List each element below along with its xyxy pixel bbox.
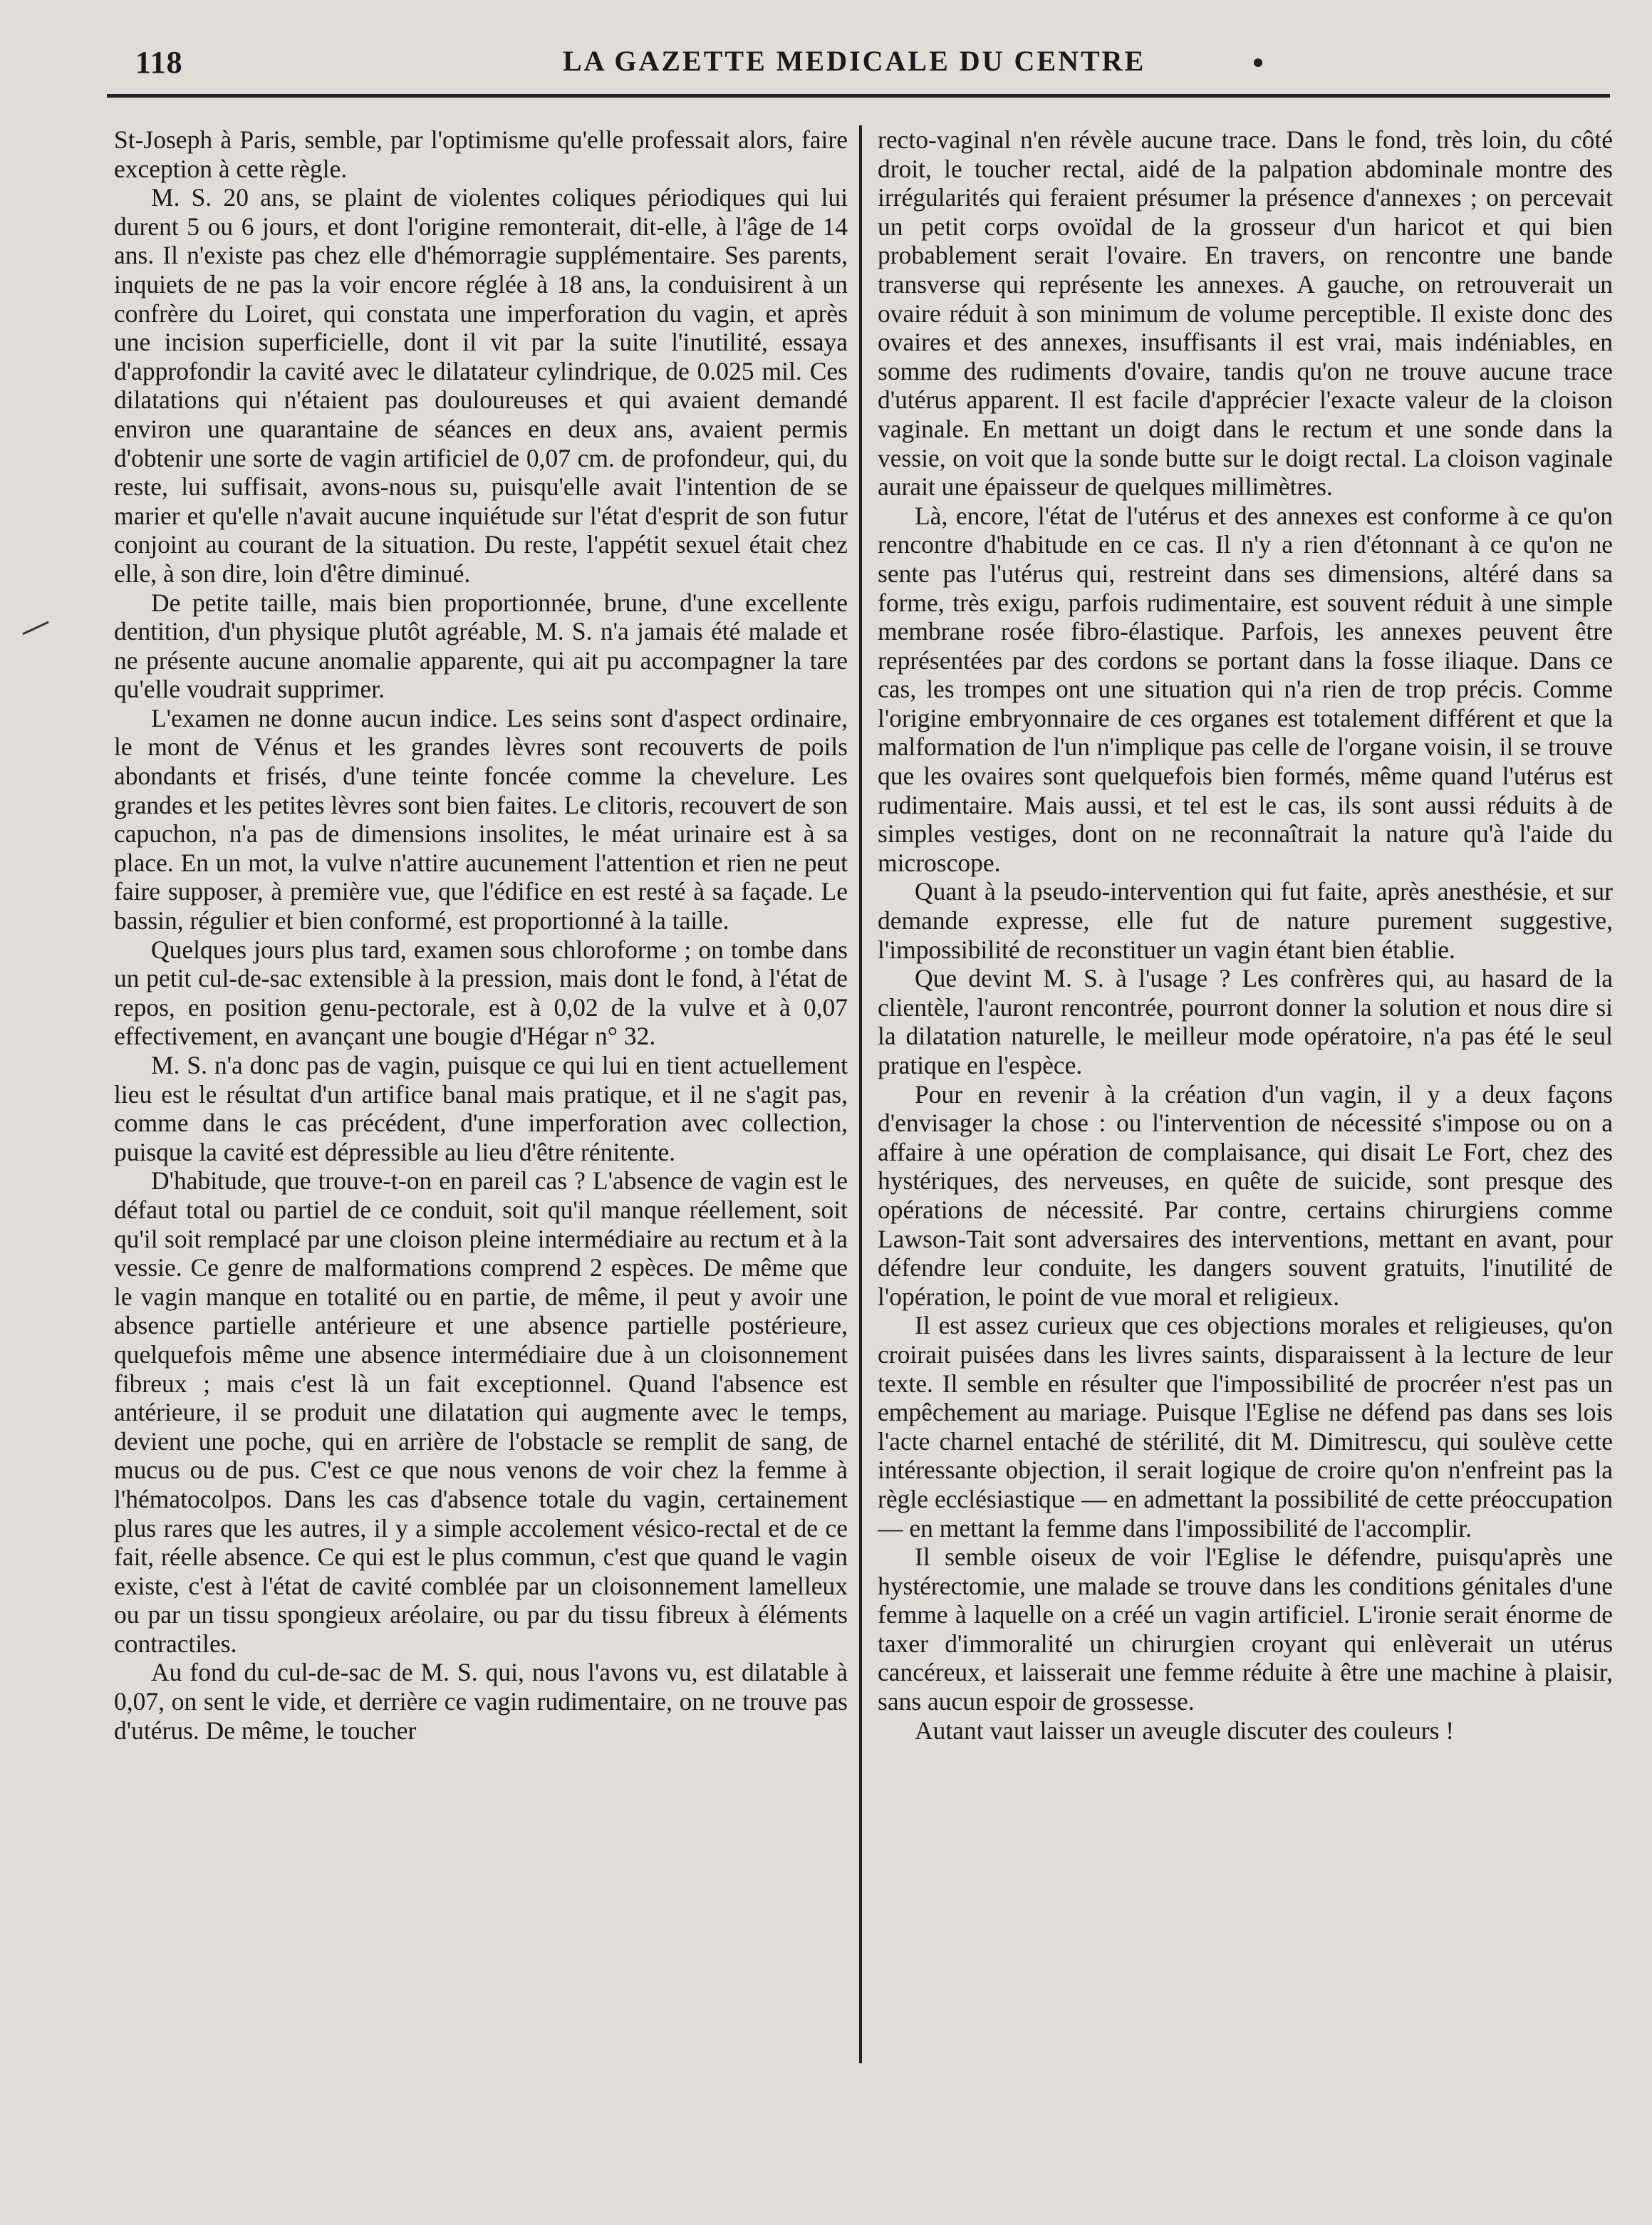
- left-column: [114, 125, 848, 2063]
- paragraph: M. S. 20 ans, se plaint de violentes coliques périodiques qui lui durent 5 ou 6 jours, et dont l'origine remonterait, dit-elle, à l'âge de 14 ans. Il n'existe pas chez elle d'hémorragie supplémentaire. Ses parents, inquiets de ne pas la voir encore réglée à 18 ans, la conduisirent à un confrère du Loiret, qui constata une imperforation du vagin, et après une incision superficielle, dont il vit par la suite l'inutilité, essaya d'approfondir la cavité avec le dilatateur cylindrique, de 0.025 mil. Ces dilatations qui n'étaient pas douloureuses et qui avaient demandé environ une quarantaine de séances en deux ans, avaient permis d'obtenir une sorte de vagin artificiel de 0,07 cm. de profondeur, qui, du reste, lui suffisait, avons-nous su, puisqu'elle avait l'intention de se marier et qu'elle n'avait aucune inquiétude sur l'état d'esprit de son futur conjoint au courant de la situation. Du reste, l'appétit sexuel était chez elle, à son dire, loin d'être diminué.: [114, 183, 848, 588]
- paragraph: Que devint M. S. à l'usage ? Les confrères qui, au hasard de la clientèle, l'auront rencontrée, pourront donner la solution et nous dire si la dilatation naturelle, le meilleur mode opératoire, n'a pas été le seul pratique en l'espèce.: [878, 964, 1613, 1079]
- paragraph: D'habitude, que trouve-t-on en pareil cas ? L'absence de vagin est le défaut total ou partiel de ce conduit, soit qu'il manque réellement, soit qu'il soit remplacé par une cloison pleine intermédiaire au rectum et à la vessie. Ce genre de malformations comprend 2 espèces. De même que le vagin manque en totalité ou en partie, de même, il peut y avoir une absence partielle antérieure et une absence partielle postérieure, quelquefois même une absence intermédiaire due à un cloisonnement fibreux ; mais c'est là un fait exceptionnel. Quand l'absence est antérieure, il se produit une dilatation qui augmente avec le temps, devient une poche, qui en arrière de l'obstacle se remplit de sang, de mucus ou de pus. C'est ce que nous venons de voir chez la femme à l'hématocolpos. Dans les cas d'absence totale du vagin, certainement plus rares que les autres, il y a simple accolement vésico-rectal et de ce fait, réelle absence. Ce qui est le plus commun, c'est que quand le vagin existe, c'est à l'état de cavité comblée par un cloisonnement lamelleux ou par un tissu spongieux aréolaire, ou par du tissu fibreux à éléments contractiles.: [114, 1166, 848, 1658]
- page-number: 118: [135, 45, 183, 80]
- journal-title: LA GAZETTE MEDICALE DU CENTRE: [563, 45, 1146, 77]
- column-divider: [859, 125, 862, 2063]
- ornament-dot-icon: [1254, 58, 1262, 67]
- paragraph: Au fond du cul-de-sac de M. S. qui, nous l'avons vu, est dilatable à 0,07, on sent le vide, et derrière ce vagin rudimentaire, on ne trouve pas d'utérus. De même, le toucher: [114, 1658, 848, 1745]
- paragraph: Il est assez curieux que ces objections morales et religieuses, qu'on croirait puisées dans les livres saints, disparaissent à la lecture de leur texte. Il semble en résulter que l'impossibilité de procréer n'est pas un empêchement au mariage. Puisque l'Eglise ne défend pas dans ses lois l'acte charnel entaché de stérilité, dit M. Dimitrescu, qui soulève cette intéressante objection, il serait logique de croire qu'on n'enfreint pas la règle ecclésiastique — en admettant la possibilité de cette préoccupation — en mettant la femme dans l'impossibilité de l'accomplir.: [878, 1311, 1613, 1542]
- paragraph: Pour en revenir à la création d'un vagin, il y a deux façons d'envisager la chose : ou l'intervention de nécessité s'impose ou on a affaire à une opération de complaisance, qui disait Le Fort, chez des hystériques, des nerveuses, en quête de suicide, sont presque des opérations de nécessité. Par contre, certains chirurgiens comme Lawson-Tait sont adversaires des interventions, mettant en avant, pour défendre leur conduite, les dangers souvent gratuits, l'inutilité de l'opération, le point de vue moral et religieux.: [878, 1079, 1613, 1311]
- page-header: [107, 44, 1603, 87]
- paragraph: Autant vaut laisser un aveugle discuter des couleurs !: [915, 1716, 1455, 1745]
- paragraph: recto-vaginal n'en révèle aucune trace. Dans le fond, très loin, du côté droit, le toucher rectal, aidé de la palpation abdominale montre des irrégularités qui feraient présumer la présence d'annexes ; on percevait un petit corps ovoïdal de la grosseur d'un haricot et qui bien probablement serait l'ovaire. En travers, on rencontre une bande transverse qui représente les annexes. A gauche, on retrouverait un ovaire réduit à son minimum de volume perceptible. Il existe donc des ovaires et des annexes, insuffisants il est vrai, mais indéniables, en somme des rudiments d'ovaire, tandis qu'on ne trouve aucune trace d'utérus apparent. Il est facile d'apprécier l'exacte valeur de la cloison vaginale. En mettant un doigt dans le rectum et une sonde dans la vessie, on voit que la sonde butte sur le doigt rectal. La cloison vaginale aurait une épaisseur de quelques millimètres.: [878, 125, 1613, 502]
- paragraph: L'examen ne donne aucun indice. Les seins sont d'aspect ordinaire, le mont de Vénus et les grandes lèvres sont recouverts de poils abondants et frisés, d'une teinte foncée comme la chevelure. Les grandes et les petites lèvres sont bien faites. Le clitoris, recouvert de son capuchon, n'a pas de dimensions insolites, le méat urinaire est à sa place. En un mot, la vulve n'attire aucunement l'attention et rien ne peut faire supposer, à première vue, que l'édifice en est resté à sa façade. Le bassin, régulier et bien conformé, est proportionné à la taille.: [114, 703, 848, 935]
- paragraph: Quant à la pseudo-intervention qui fut faite, après anesthésie, et sur demande expresse, elle fut de nature purement suggestive, l'impossibilité de reconstituer un vagin étant bien établie.: [878, 877, 1613, 964]
- header-rule: [107, 94, 1610, 98]
- margin-pen-mark: [22, 621, 49, 636]
- paragraph: Là, encore, l'état de l'utérus et des annexes est conforme à ce qu'on rencontre d'habitude en ce cas. Il n'y a rien d'étonnant à ce qu'on ne sente pas l'utérus qui, restreint dans ses dimensions, altéré dans sa forme, très exigu, parfois rudimentaire, est souvent réduit à une simple membrane rosée fibro-élastique. Parfois, les annexes peuvent être représentées par des cordons se portant dans la fosse iliaque. Dans ce cas, les trompes ont une situation qui n'a rien de trop précis. Comme l'origine embryonnaire de ces organes est totalement différent et que la malformation de l'un n'implique pas celle de l'organe voisin, il se trouve que les ovaires sont quelquefois bien formés, même quand l'utérus est rudimentaire. Mais aussi, et tel est le cas, ils sont aussi réduits à de simples vestiges, dont on ne reconnaîtrait la nature qu'à l'aide du microscope.: [878, 501, 1613, 877]
- right-column: [878, 125, 1613, 2063]
- paragraph: Quelques jours plus tard, examen sous chloroforme ; on tombe dans un petit cul-de-sac extensible à la pression, mais dont le fond, à l'état de repos, en position genu-pectorale, est à 0,02 de la vulve et à 0,07 effectivement, en avançant une bougie d'Hégar n° 32.: [114, 935, 848, 1051]
- paragraph: Il semble oiseux de voir l'Eglise le défendre, puisqu'après une hystérectomie, une malade se trouve dans les conditions génitales d'une femme à laquelle on a créé un vagin artificiel. L'ironie serait énorme de taxer d'immoralité un chirurgien croyant qui enlèverait un utérus cancéreux, et laisserait une femme réduite à être une machine à plaisir, sans aucun espoir de grossesse.: [878, 1542, 1613, 1716]
- paragraph: St-Joseph à Paris, semble, par l'optimisme qu'elle professait alors, faire exception à cette règle.: [114, 125, 848, 183]
- paragraph: M. S. n'a donc pas de vagin, puisque ce qui lui en tient actuellement lieu est le résultat d'un artifice banal mais pratique, et il ne s'agit pas, comme dans le cas précédent, d'une imperforation avec collection, puisque la cavité est dépressible au lieu d'être rénitente.: [114, 1051, 848, 1166]
- paragraph: De petite taille, mais bien proportionnée, brune, d'une excellente dentition, d'un physique plutôt agréable, M. S. n'a jamais été malade et ne présente aucune anomalie apparente, qui ait pu accompagner la tare qu'elle voudrait supprimer.: [114, 588, 848, 704]
